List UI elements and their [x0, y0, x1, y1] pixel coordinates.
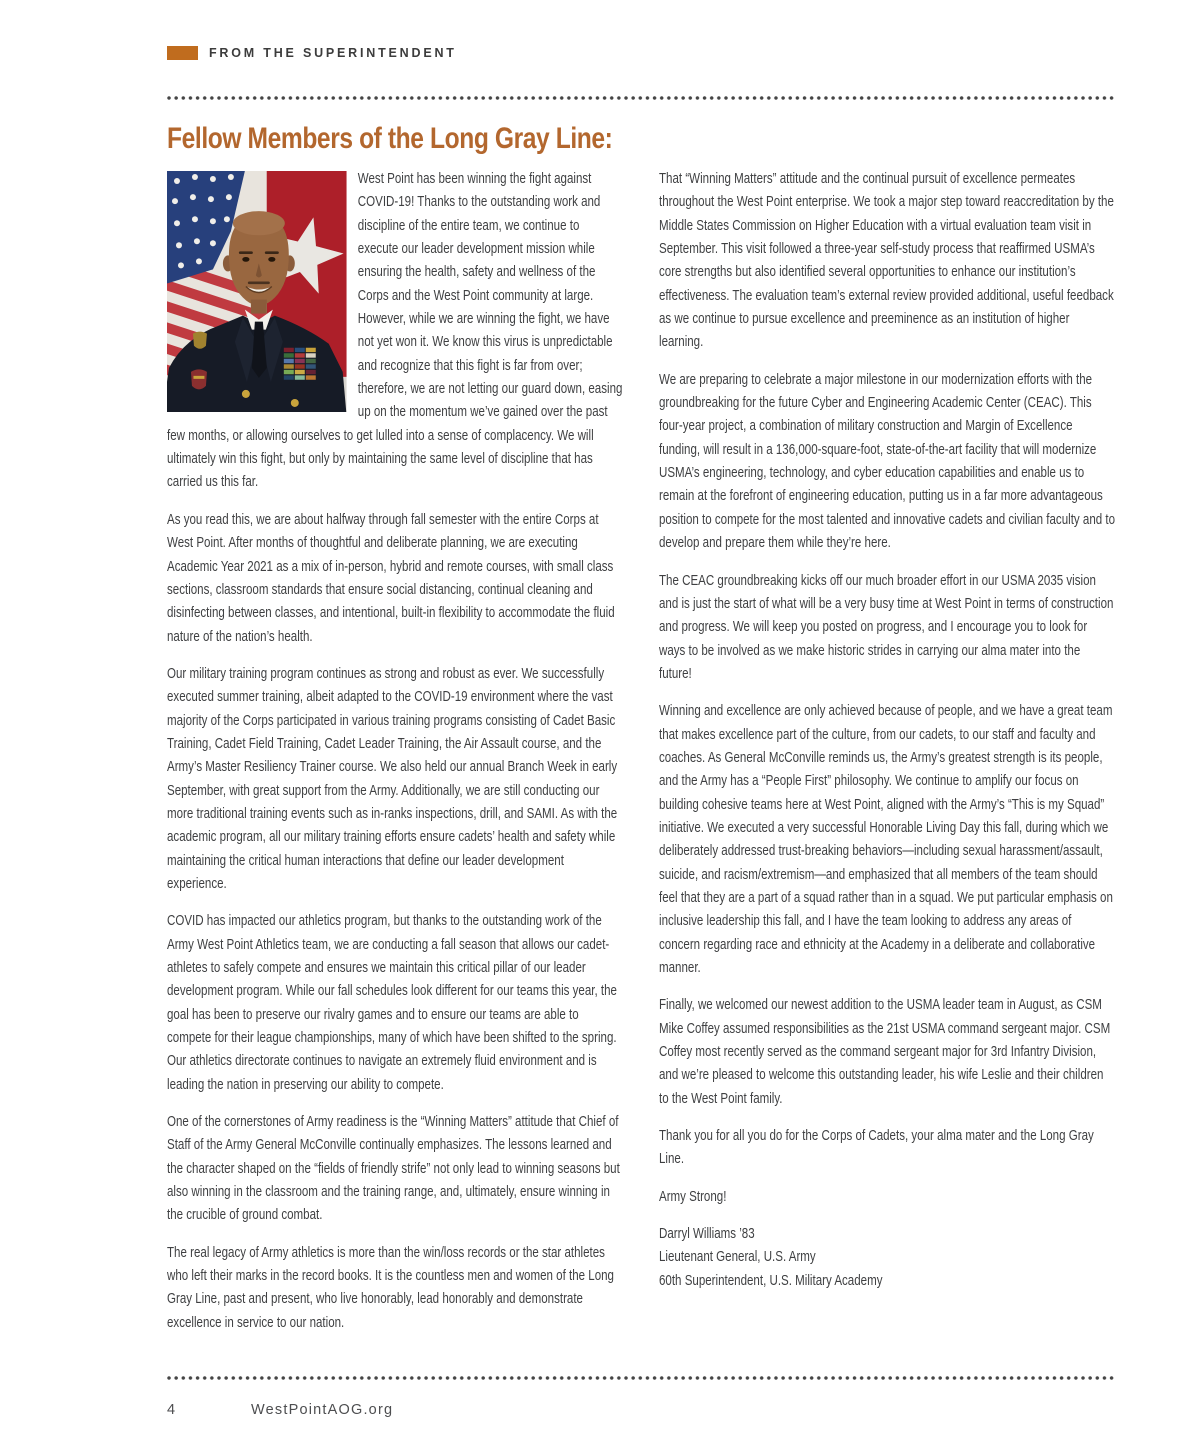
superintendent-portrait-photo	[167, 171, 347, 412]
page-number: 4	[167, 1402, 176, 1418]
signature-title: 60th Superintendent, U.S. Military Academy	[659, 1272, 883, 1289]
page-title-text: Fellow Members of the Long Gray Line:	[167, 122, 613, 155]
paragraph: The CEAC groundbreaking kicks off our much broader effort in our USMA 2035 vision and is just the start of what will be a very busy time at West Point in terms of construction and progress. We will keep you posted on progress, and I encourage you to look for ways to be involved as we make historic strides in carrying our alma mater into the future!	[659, 572, 1114, 682]
closing-paragraph: Thank you for all you do for the Corps of Cadets, your alma mater and the Long Gray Line.	[659, 1128, 1094, 1168]
page-title	[167, 119, 710, 156]
footer-site-url: WestPointAOG.org	[251, 1402, 394, 1418]
section-label: FROM THE SUPERINTENDENT	[209, 46, 457, 60]
dotted-rule-top	[167, 96, 1115, 100]
paragraph: Winning and excellence are only achieved because of people, and we have a great team that makes excellence part of the culture, from our cadets, to our staff and faculty and coaches. As General McConville reminds us, the Army’s greatest strength is its people, and the Army has a “People First” philosophy. We continue to amplify our focus on building cohesive teams here at West Point, aligned with the Army’s “This is my Squad” initiative. We executed a very successful Honorable Living Day this fall, during which we deliberately addressed trust-breaking behaviors—including sexual harassment/assault, suicide, and racism/extremism—and emphasized that all members of the team should feel that they are a part of a squad rather than in a squad. We put particular emphasis on inclusive leadership this fall, and I have the team looking to address any areas of concern regarding race and ethnicity at the Academy in a deliberate and collaborative manner.	[659, 703, 1113, 976]
section-accent-bar	[167, 46, 198, 60]
right-column	[659, 168, 1115, 1349]
paragraph: The real legacy of Army athletics is more than the win/loss records or the star athletes who left their marks in the record books. It is the countless men and women of the Long Gray Line, past and present, who live honorably, lead honorably and demonstrate excellence in service to our nation.	[167, 1244, 614, 1331]
paragraph: As you read this, we are about halfway through fall semester with the entire Corps at West Point. After months of thoughtful and deliberate planning, we are executing Academic Year 2021 as a mix of in-person, hybrid and remote courses, with small class sections, classroom standards that ensure social distancing, continual cleaning and disinfecting between classes, and intentional, built-in flexibility to accommodate the fluid nature of the nation’s health.	[167, 511, 615, 645]
left-column	[167, 168, 623, 1349]
paragraph: COVID has impacted our athletics program, but thanks to the outstanding work of the Army West Point Athletics team, we are conducting a fall season that allows our cadet-athletes to safely compete and ensures we maintain this critical pillar of our leader development program. While our fall schedules look different for our teams this year, the goal has been to preserve our rivalry games and to ensure our teams are able to compete for their league championships, many of which have been shifted to the spring. Our athletics directorate continues to navigate an extremely fluid environment and is leading the nation in preserving our ability to compete.	[167, 913, 617, 1093]
paragraph: That “Winning Matters” attitude and the continual pursuit of excellence permeates throughout the West Point enterprise. We took a major step toward reaccreditation by the Middle States Commission on Higher Education with a virtual evaluation team visit in September. This visit followed a three-year self-study process that reaffirmed USMA’s core strengths but also identified several opportunities to enhance our institution’s effectiveness. The evaluation team’s external review provided additional, useful feedback as we continue to pursue excellence and preeminence as an institution of higher learning.	[659, 171, 1114, 351]
article-body	[167, 168, 1115, 1349]
section-header	[167, 46, 457, 60]
paragraph: Finally, we welcomed our newest addition to the USMA leader team in August, as CSM Mike Coffey assumed responsibilities as the 21st USMA command sergeant major. CSM Coffey most recently served as the command sergeant major for 3rd Infantry Division, and we’re pleased to welcome this outstanding leader, his wife Leslie and their children to the West Point family.	[659, 997, 1111, 1107]
paragraph: We are preparing to celebrate a major milestone in our modernization efforts with the groundbreaking for the future Cyber and Engineering Academic Center (CEAC). This four-year project, a combination of military construction and Margin of Excellence funding, will result in a 136,000-square-foot, state-of-the-art facility that will modernize USMA’s engineering, technology, and cyber education capabilities and enable us to remain at the forefront of engineering education, putting us in a far more advantageous position to compete for the most talented and innovative cadets and civilian faculty and to develop and prepare them while they’re here.	[659, 371, 1116, 552]
paragraph: West Point has been winning the fight against COVID-19! Thanks to the outstanding work and discipline of the entire team, we continue to execute our leader development mission while ensuring the health, safety and wellness of the Corps and the West Point community at large. However, while we are winning the fight, we have not yet won it. We know this virus is unpredictable and recognize that this fight is far from over; therefore, we are not letting our guard down, easing up on the momentum we’ve gained over the past few months, or allowing ourselves to get lulled into a sense of complacency. We will ultimately win this fight, but only by maintaining the same level of discipline that has carried us this far.	[167, 171, 623, 491]
signature-name: Darryl Williams ’83	[659, 1226, 755, 1243]
portrait-illustration	[167, 171, 347, 412]
sleeve-patch	[193, 332, 207, 349]
signature-rank: Lieutenant General, U.S. Army	[659, 1249, 816, 1266]
paragraph: One of the cornerstones of Army readiness is the “Winning Matters” attitude that Chief of Staff of the Army General McConville continually emphasizes. The lessons learned and the character shaped on the “fields of friendly strife” not only lead to winning seasons but also winning in the classroom and the training range, and, ultimately, ensure winning in the crucible of ground combat.	[167, 1114, 620, 1224]
paragraph: Our military training program continues as strong and robust as ever. We successfully executed summer training, albeit adapted to the COVID-19 environment where the vast majority of the Corps participated in various training programs consisting of Cadet Basic Training, Cadet Field Training, Cadet Leader Training, the Air Assault course, and the Army’s Master Resiliency Trainer course. We also held our annual Branch Week in early September, with great support from the Army. Additionally, we are still conducting our more traditional training events such as in-ranks inspections, drill, and SAMI. As with the academic program, all our military training efforts ensure cadets’ health and safety while maintaining the critical human interactions that define our leader development experience.	[167, 665, 618, 892]
salute: Army Strong!	[659, 1188, 727, 1205]
dotted-rule-bottom	[167, 1376, 1115, 1380]
